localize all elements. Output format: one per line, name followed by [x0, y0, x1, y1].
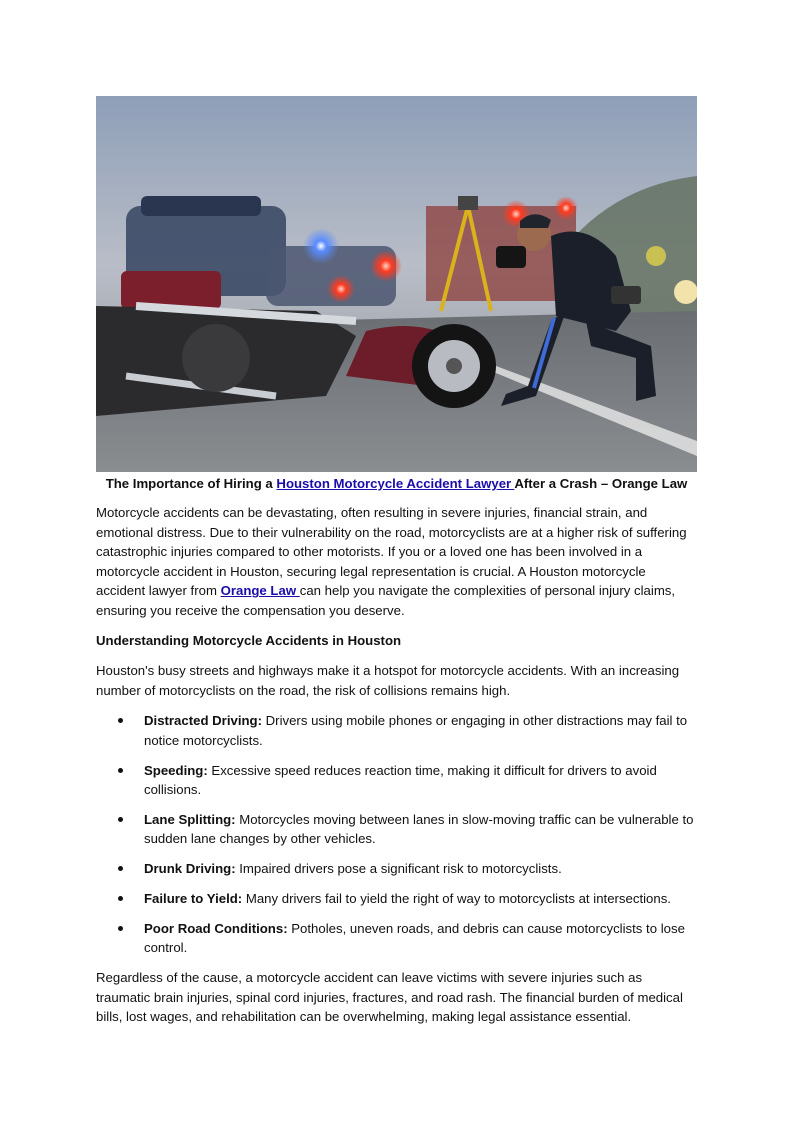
motorcycle-accident-photo-icon: [96, 96, 697, 472]
intro-paragraph: [96, 503, 698, 621]
cause-term: Drunk Driving:: [144, 861, 236, 877]
section-lead-paragraph: Houston's busy streets and highways make it a hotspot for motorcycle accidents. With an increasing number of motorcyclists on the road, the risk of collisions remains high.: [96, 663, 680, 698]
cause-text: Potholes, uneven roads, and debris can cause motorcyclists to lose control.: [144, 920, 685, 956]
cause-text: Motorcycles moving between lanes in slow-moving traffic can be vulnerable to sudden lane changes by other vehicles.: [144, 811, 694, 847]
bullet-icon: [118, 896, 123, 901]
caption-text-after: After a Crash – Orange Law: [514, 476, 688, 491]
bullet-icon: [118, 768, 123, 773]
bullet-icon: [118, 866, 123, 871]
section-heading: Understanding Motorcycle Accidents in Houston: [96, 633, 402, 649]
bullet-icon: [118, 718, 123, 723]
list-item: [96, 711, 698, 750]
orange-law-link[interactable]: Orange Law: [220, 583, 300, 599]
closing-paragraph: Regardless of the cause, a motorcycle accident can leave victims with severe injuries such as traumatic brain injuries, spinal cord injuries, fractures, and road rash. The financial burden of medical bills, lost wages, and rehabilitation can be overwhelming, making legal assistance essential.: [96, 970, 683, 1025]
bullet-icon: [118, 926, 123, 931]
list-item: [96, 919, 698, 958]
accident-causes-list: [96, 711, 698, 958]
article-body: [96, 503, 698, 1038]
list-item: [96, 889, 698, 909]
houston-lawyer-link[interactable]: Houston Motorcycle Accident Lawyer: [276, 476, 515, 491]
list-item: [96, 859, 698, 879]
photo-caption: [96, 474, 697, 493]
cause-text: Excessive speed reduces reaction time, making it difficult for drivers to avoid collisions.: [144, 762, 657, 798]
list-item: [96, 761, 698, 800]
cause-term: Poor Road Conditions:: [144, 920, 288, 936]
cause-term: Failure to Yield:: [144, 891, 243, 907]
cause-term: Lane Splitting:: [144, 811, 236, 827]
intro-text-before: Motorcycle accidents can be devastating, often resulting in severe injuries, financial strain, and emotional distress. Due to their vulnerability on the road, motorcyclists are at a higher risk of suffering catastrophic injuries compared to other motorists. If you or a loved one has been involved in a motorcycle accident in Houston, securing legal representation is crucial. A Houston motorcycle accident lawyer from: [96, 505, 687, 599]
cause-text: Many drivers fail to yield the right of way to motorcyclists at intersections.: [242, 891, 671, 907]
cause-term: Speeding:: [144, 762, 208, 778]
list-item: [96, 810, 698, 849]
intro-text-after: can help you navigate the complexities of personal injury claims, ensuring you receive the compensation you deserve.: [96, 583, 676, 618]
caption-text-before: The Importance of Hiring a: [105, 476, 277, 491]
cause-term: Distracted Driving:: [144, 713, 262, 729]
cause-text: Drivers using mobile phones or engaging in other distractions may fail to notice motorcyclists.: [144, 713, 688, 748]
cause-text: Impaired drivers pose a significant risk to motorcyclists.: [235, 861, 562, 877]
accident-photo: [96, 96, 697, 472]
bullet-icon: [118, 817, 123, 822]
